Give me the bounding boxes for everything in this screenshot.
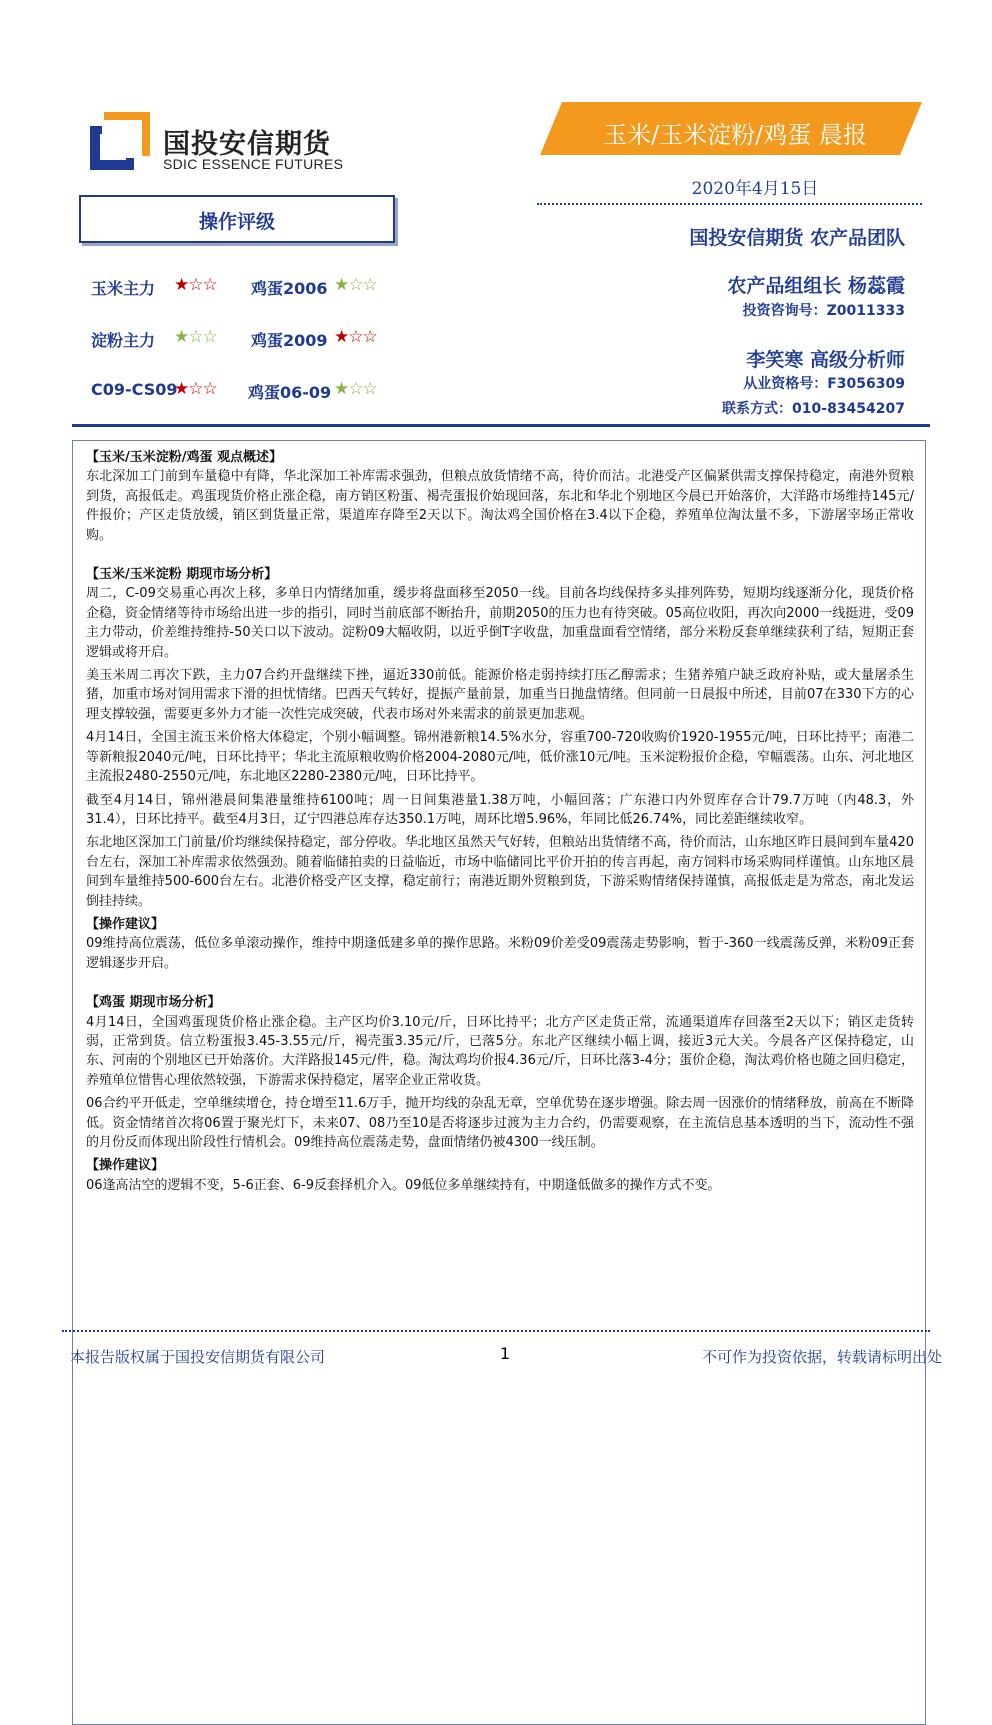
paragraph: 06合约平开低走，空单继续增仓，持仓增至11.6万手，抛开均线的杂乱无章，空单优势在逐步增强。除去周一因涨价的情绪释放，前高在不断降低。资金情绪首次将06置于聚光灯下，未来07、08乃至10是否将逐步过渡为主力合约，仍需要观察，在主流信息基本透明的当下，流动性不强的月份反而体现出阶段性行情机会。09维持高位震荡走势，盘面情绪仍被4300一线压制。 bbox=[86, 1096, 914, 1150]
page-number: 1 bbox=[499, 1344, 511, 1363]
section-heading: 【操作建议】 bbox=[86, 1158, 165, 1174]
paragraph: 09维持高位震荡，低位多单滚动操作，维持中期逢低建多单的操作思路。米粉09价差受09震荡走势影响，暂于-360一线震荡反弹，米粉09正套逻辑逐步开启。 bbox=[86, 936, 914, 971]
analyst2-contact: 联系方式：010-83454207 bbox=[722, 401, 905, 417]
rating-stars: ★☆☆ bbox=[174, 275, 217, 295]
company-name-en: SDIC ESSENCE FUTURES bbox=[163, 156, 344, 172]
paragraph: 4月14日，全国鸡蛋现货价格止涨企稳。主产区均价3.10元/斤，日环比持平；北方产区走货正常，流通渠道库存回落至2天以下；销区走货转弱，正常到货。信立粉蛋报3.45-3.55元/斤，褐壳蛋3.35元/斤，已落5分。东北产区继续小幅上调，接近3元大关。今晨各产区保持稳定，山东、河南的个别地区已开始落价。大洋路报145元/件，稳。淘汰鸡均价报4.36元/斤，日环比落3-4分；蛋价企稳，淘汰鸡价格也随之回归稳定，养殖单位惜售心理依然较强，下游需求保持稳定，屠宰企业正常收货。 bbox=[86, 1014, 914, 1088]
paragraph: 06逢高沽空的逻辑不变，5-6正套、6-9反套择机介入。09低位多单继续持有，中期逢低做多的操作方式不变。 bbox=[86, 1177, 721, 1193]
rating-label: 鸡蛋06-09 bbox=[248, 383, 332, 402]
rating-stars: ★☆☆ bbox=[174, 379, 217, 399]
rating-stars: ★☆☆ bbox=[334, 327, 377, 347]
paragraph: 4月14日，全国主流玉米价格大体稳定，个别小幅调整。锦州港新粮14.5%水分，容重700-720收购价1920-1955元/吨，日环比持平；南港二等新粮报2040元/吨，日环比持平；华北主流原粮收购价格2004-2080元/吨，低价涨10元/吨。玉米淀粉报价企稳，窄幅震荡。山东、河北地区主流报2480-2550元/吨，东北地区2280-2380元/吨，日环比持平。 bbox=[86, 730, 914, 785]
paragraph: 截至4月14日，锦州港晨间集港量维持6100吨；周一日间集港量1.38万吨，小幅回落；广东港口内外贸库存合计79.7万吨（内48.3，外31.4），日环比持平。截至4月3日，辽宁四港总库存达350.1万吨，周环比增5.96%，年同比低26.74%，同比差距继续收窄。 bbox=[86, 792, 914, 827]
rating-stars: ★☆☆ bbox=[174, 327, 217, 347]
rating-label: C09-CS09 bbox=[91, 380, 178, 399]
paragraph: 周二，C-09交易重心再次上移，多单日内情绪加重，缓步将盘面移至2050一线。目前各均线保持多头排列阵势，短期均线逐渐分化，现货价格企稳，资金情绪等待市场给出进一步的指引，同时当前底部不断抬升，前期2050的压力也有待突破。05高位收阳，再次向2000一线挺进，受09主力带动，价差维持维持-50关口以下波动。淀粉09大幅收阴，以近乎倒T字收盘，加重盘面看空情绪，部分米粉反套单继续获利了结，短期正套逻辑或将开启。 bbox=[86, 586, 914, 660]
analyst1-id: 投资咨询号：Z0011333 bbox=[742, 303, 905, 319]
rating-label: 淀粉主力 bbox=[91, 331, 156, 350]
section-heading: 【鸡蛋 期现市场分析】 bbox=[86, 995, 221, 1011]
analyst2-title: 李笑寒 高级分析师 bbox=[746, 349, 905, 371]
footer-divider bbox=[62, 1330, 930, 1332]
company-name-cn: 国投安信期货 bbox=[163, 129, 331, 160]
report-date: 2020年4月15日 bbox=[691, 179, 819, 199]
disclaimer: 不可作为投资依据，转载请标明出处 bbox=[701, 1348, 942, 1366]
analyst1-title: 农产品组组长 杨蕊霞 bbox=[727, 275, 905, 297]
company-logo-icon bbox=[90, 112, 152, 172]
copyright-notice: 本报告版权属于国投安信期货有限公司 bbox=[70, 1348, 326, 1366]
report-title: 玉米/玉米淀粉/鸡蛋 晨报 bbox=[603, 121, 867, 149]
rating-label: 鸡蛋2006 bbox=[251, 279, 328, 298]
report-body bbox=[86, 448, 914, 1195]
section-heading: 【玉米/玉米淀粉/鸡蛋 观点概述】 bbox=[86, 450, 283, 465]
paragraph: 东北地区深加工门前量/价均继续保持稳定，部分停收。华北地区虽然天气好转，但粮站出货情绪不高，待价而沽，山东地区昨日晨间到车量420台左右，深加工补库需求依然强劲。随着临储拍卖的日益临近，市场中临储同比平价开拍的传言再起，南方饲料市场采购同样谨慎。山东地区晨间到车量维持500-600台左右。北港价格受产区支撑，稳定前行；南港近期外贸粮到货，下游采购情绪保持谨慎，高报低走是为常态，南北发运倒挂持续。 bbox=[86, 835, 914, 909]
rating-label: 鸡蛋2009 bbox=[251, 331, 328, 350]
analyst2-id: 从业资格号：F3056309 bbox=[743, 376, 905, 392]
main-divider bbox=[72, 424, 930, 427]
team-name: 国投安信期货 农产品团队 bbox=[689, 227, 905, 249]
rating-stars: ★☆☆ bbox=[334, 379, 377, 399]
header-divider bbox=[537, 203, 922, 205]
paragraph: 美玉米周二再次下跌，主力07合约开盘继续下挫，逼近330前低。能源价格走弱持续打压乙醇需求；生猪养殖户缺乏政府补贴，或大量屠杀生猪，加重市场对饲用需求下滑的担忧情绪。巴西天气转好，提振产量前景，加重当日抛盘情绪。但同前一日晨报中所述，目前07在330下方的心理支撑较强，需要更多外力才能一次性完成突破，代表市场对外来需求的前景更加悲观。 bbox=[86, 668, 914, 722]
section-heading: 【玉米/玉米淀粉 期现市场分析】 bbox=[86, 567, 278, 583]
rating-label: 玉米主力 bbox=[91, 279, 156, 298]
section-heading: 【操作建议】 bbox=[86, 916, 165, 932]
paragraph: 东北深加工门前到车量稳中有降，华北深加工补库需求强劲，但粮点放货情绪不高，待价而沽。北港受产区偏紧供需支撑保持稳定，南港外贸粮到货，高报低走。鸡蛋现货价格止涨企稳，南方销区粉蛋、褐壳蛋报价始现回落，东北和华北个别地区今晨已开始落价，大洋路市场维持145元/件报价；产区走货放缓，销区到货量正常，渠道库存降至2天以下。淘汰鸡全国价格在3.4以下企稳，养殖单位淘汰量不多，下游屠宰场正常收购。 bbox=[86, 469, 914, 543]
rating-title: 操作评级 bbox=[198, 211, 275, 233]
rating-stars: ★☆☆ bbox=[334, 275, 377, 295]
